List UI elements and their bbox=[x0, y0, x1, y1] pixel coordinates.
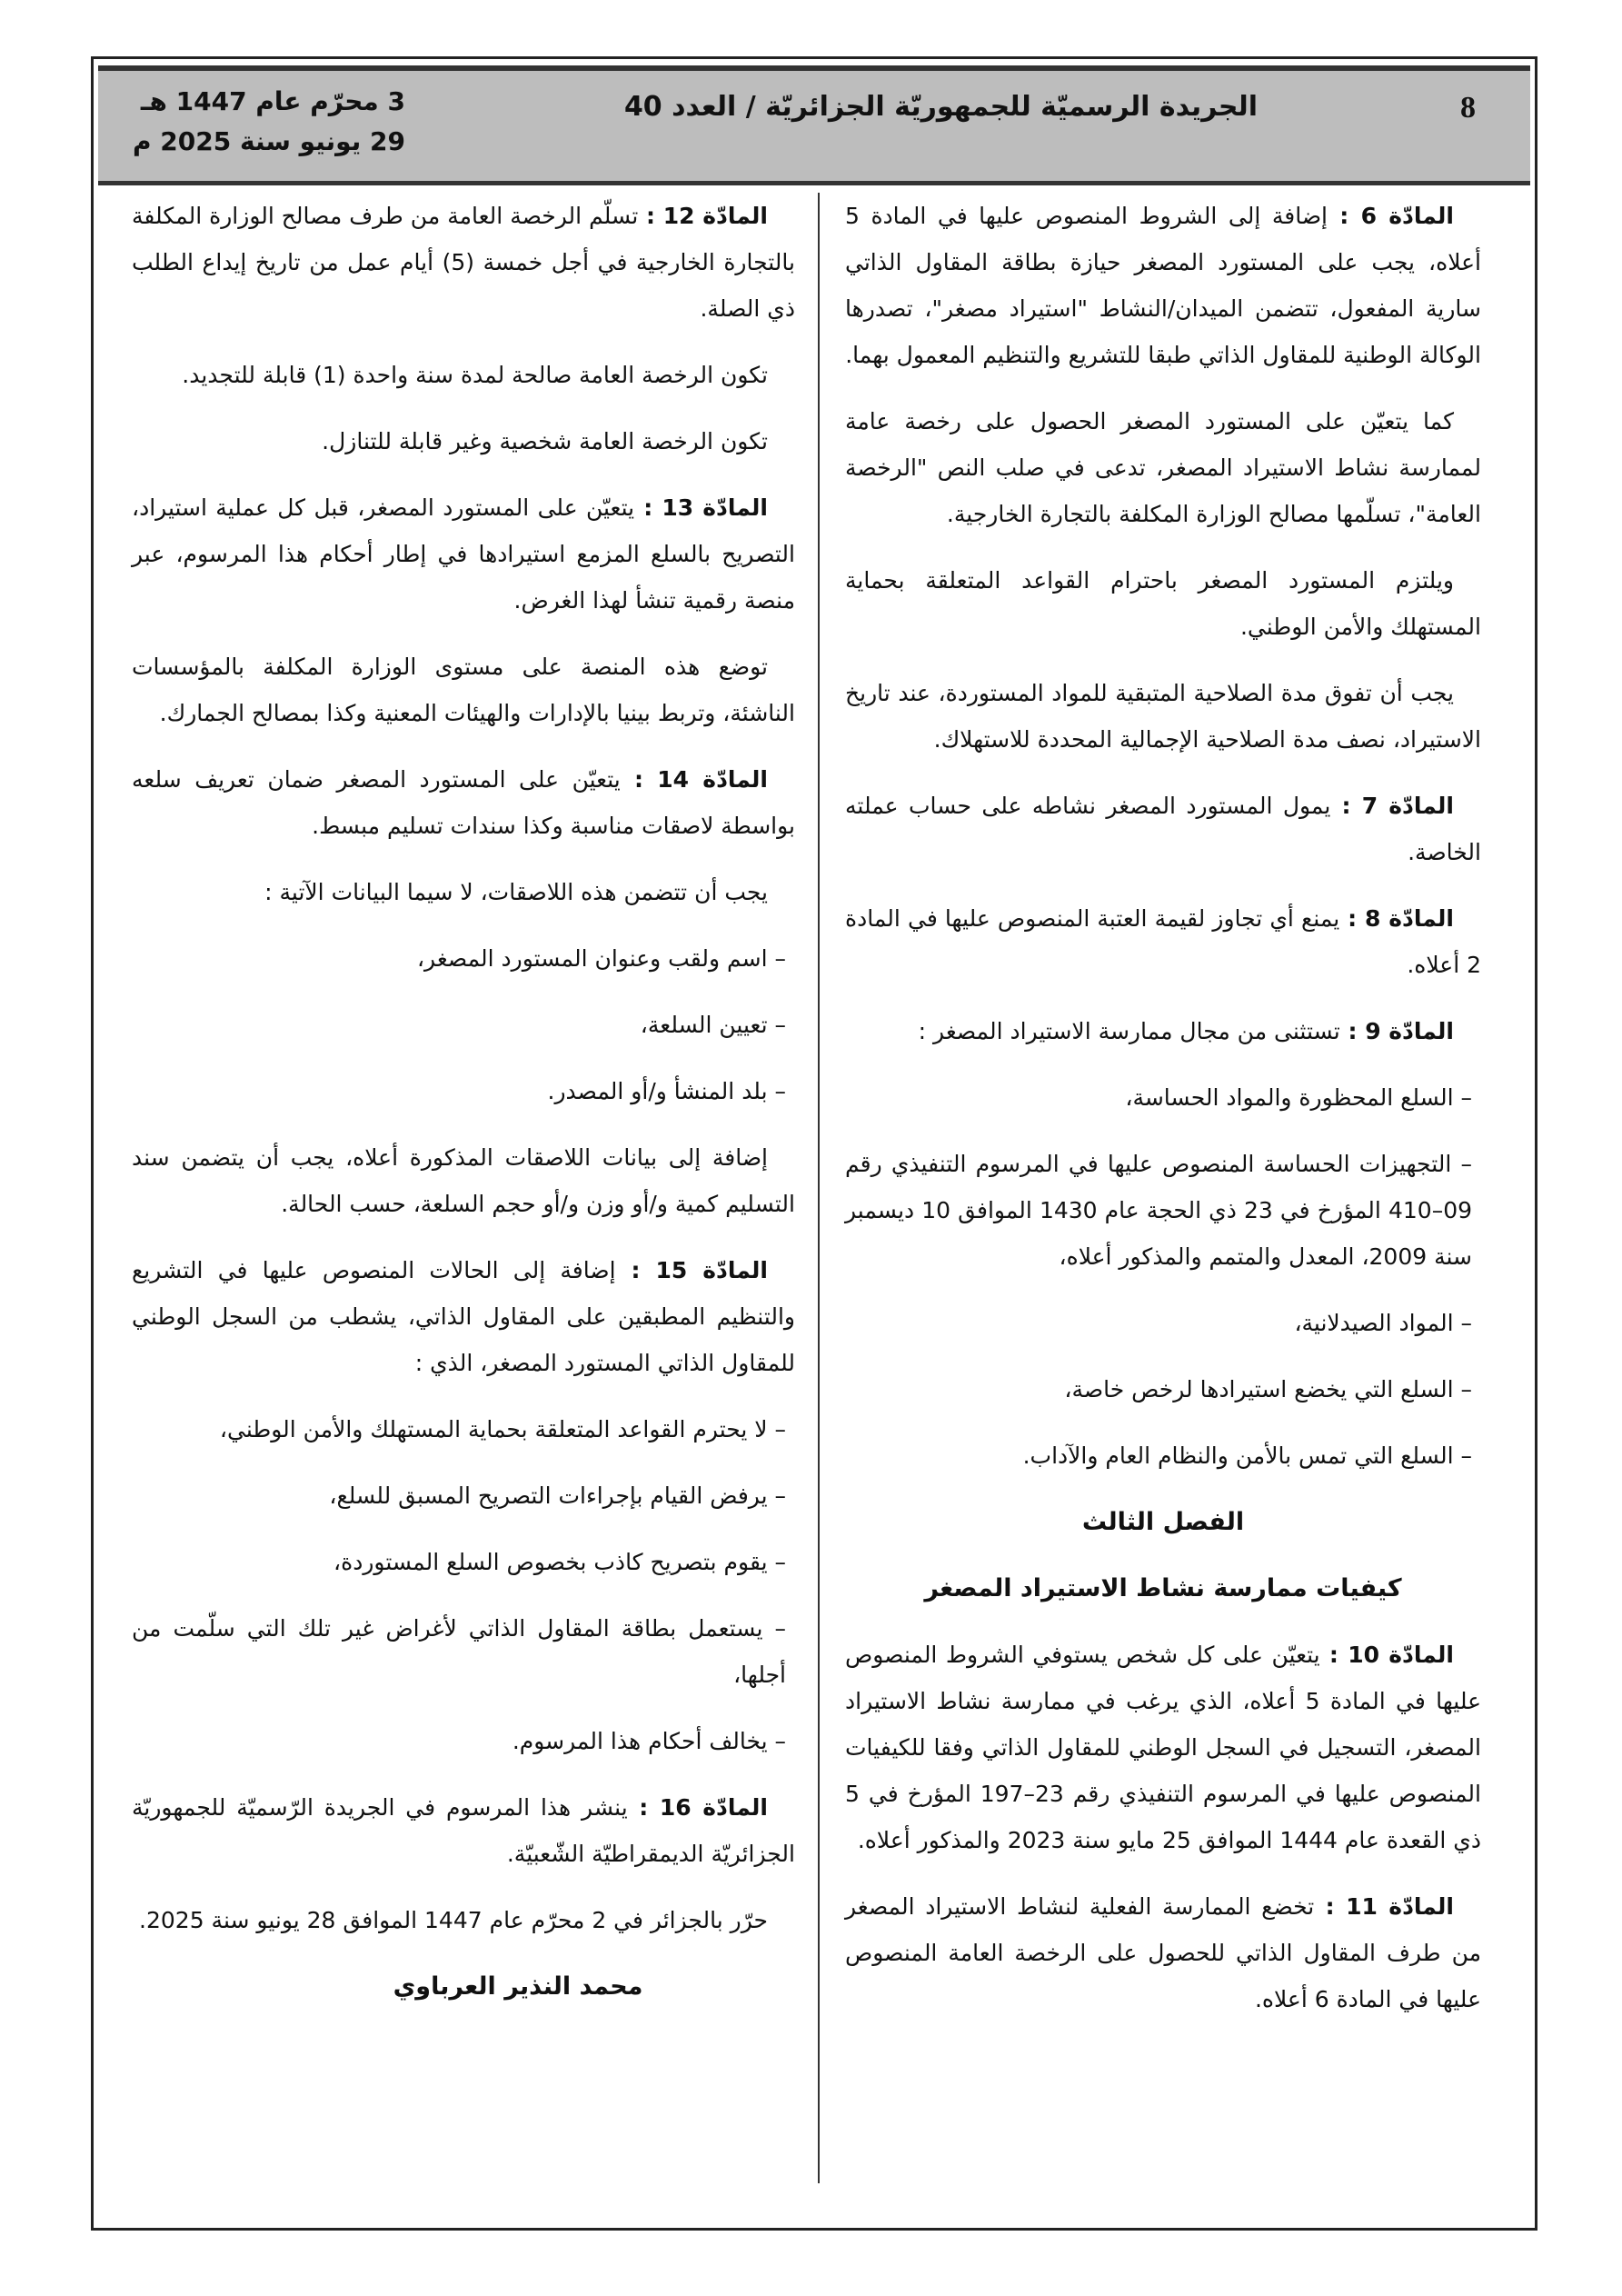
list-item bbox=[845, 1433, 1481, 1479]
list-item bbox=[132, 1068, 795, 1114]
paragraph-text: يجب أن تتضمن هذه اللاصقات، لا سيما البيانات الآتية : bbox=[264, 879, 768, 905]
article-label: المادّة 11 : bbox=[1314, 1893, 1454, 1920]
page-number: 8 bbox=[1460, 91, 1476, 125]
signature-name: محمد النذير العرباوي bbox=[393, 1972, 643, 2001]
paragraph bbox=[845, 895, 1481, 988]
paragraph-text: تكون الرخصة العامة شخصية وغير قابلة للتنازل. bbox=[322, 428, 768, 454]
list-item bbox=[132, 935, 795, 982]
page-header bbox=[98, 65, 1530, 185]
article-label: المادّة 12 : bbox=[638, 203, 768, 229]
list-item bbox=[132, 1406, 795, 1452]
paragraph-text: – يستعمل بطاقة المقاول الذاتي لأغراض غير تلك التي سلّمت من أجلها، bbox=[132, 1615, 786, 1688]
column-divider bbox=[818, 193, 820, 2183]
paragraph bbox=[845, 557, 1481, 650]
paragraph bbox=[132, 1897, 795, 1943]
paragraph bbox=[845, 1883, 1481, 2022]
paragraph-text: يجب أن تفوق مدة الصلاحية المتبقية للمواد المستوردة، عند تاريخ الاستيراد، نصف مدة الصلاحية الإجمالية المحددة للاستهلاك. bbox=[845, 680, 1481, 753]
paragraph-text: يتعيّن على المستورد المصغر ضمان تعريف سلعه بواسطة لاصقات مناسبة وكذا سندات تسليم مبسط. bbox=[132, 766, 795, 839]
paragraph-text: – لا يحترم القواعد المتعلقة بحماية المستهلك والأمن الوطني، bbox=[219, 1416, 786, 1442]
paragraph-text: – السلع التي تمس بالأمن والنظام العام والآداب. bbox=[1022, 1442, 1472, 1469]
list-item bbox=[845, 1366, 1481, 1413]
list-item bbox=[132, 1605, 795, 1698]
list-item bbox=[845, 1300, 1481, 1346]
paragraph-text: إضافة إلى الحالات المنصوص عليها في التشريع والتنظيم المطبقين على المقاول الذاتي، يشطب من السجل الوطني للمقاول الذاتي المستورد المصغر، الذي : bbox=[132, 1257, 795, 1376]
paragraph bbox=[132, 1247, 795, 1386]
paragraph bbox=[845, 1008, 1481, 1054]
paragraph bbox=[845, 193, 1481, 378]
paragraph-text: – المواد الصيدلانية، bbox=[1294, 1310, 1472, 1336]
paragraph bbox=[845, 1632, 1481, 1863]
paragraph bbox=[132, 756, 795, 849]
paragraph bbox=[132, 869, 795, 915]
section-heading: الفصل الثالث bbox=[1081, 1508, 1245, 1536]
paragraph-text: – بلد المنشأ و/أو المصدر. bbox=[547, 1078, 786, 1104]
paragraph bbox=[132, 193, 795, 332]
paragraph-text: تكون الرخصة العامة صالحة لمدة سنة واحدة (1) قابلة للتجديد. bbox=[182, 362, 768, 388]
paragraph-text: – يقوم بتصريح كاذب بخصوص السلع المستوردة، bbox=[333, 1549, 786, 1575]
paragraph-text: يمول المستورد المصغر نشاطه على حساب عملته الخاصة. bbox=[845, 793, 1481, 865]
paragraph-text: توضع هذه المنصة على مستوى الوزارة المكلفة بالمؤسسات الناشئة، وتربط بينيا بالإدارات والهيئات المعنية وكذا بمصالح الجمارك. bbox=[132, 654, 795, 726]
article-label: المادّة 9 : bbox=[1339, 1018, 1454, 1044]
paragraph-text: حرّر بالجزائر في 2 محرّم عام 1447 الموافق 28 يونيو سنة 2025. bbox=[139, 1907, 768, 1933]
list-item bbox=[845, 1074, 1481, 1121]
paragraph-text: إضافة إلى بيانات اللاصقات المذكورة أعلاه، يجب أن يتضمن سند التسليم كمية و/أو وزن و/أو حجم السلعة، حسب الحالة. bbox=[132, 1144, 795, 1217]
article-label: المادّة 10 : bbox=[1319, 1642, 1454, 1668]
article-label: المادّة 14 : bbox=[620, 766, 768, 793]
article-label: المادّة 13 : bbox=[634, 494, 768, 521]
paragraph-text: يتعيّن على المستورد المصغر، قبل كل عملية استيراد، التصريح بالسلع المزمع استيرادها في إطار أحكام هذا المرسوم، عبر منصة رقمية تنشأ لهذا الغرض. bbox=[132, 494, 795, 614]
paragraph-text: يتعيّن على كل شخص يستوفي الشروط المنصوص عليها في المادة 5 أعلاه، الذي يرغب في ممارسة نشاط الاستيراد المصغر، التسجيل في السجل الوطني للمقاول الذاتي وفقا للكيفيات المنصوص عليها في المرسوم التنفيذي رقم 23–197 المؤرخ في 5 ذي القعدة عام 1444 الموافق 25 مايو سنة 2023 والمذكور أعلاه. bbox=[845, 1642, 1482, 1853]
paragraph-text: تخضع الممارسة الفعلية لنشاط الاستيراد المصغر من طرف المقاول الذاتي للحصول على الرخصة العامة المنصوص عليها في المادة 6 أعلاه. bbox=[845, 1893, 1481, 2012]
article-label: المادّة 8 : bbox=[1339, 905, 1454, 932]
paragraph-text: ينشر هذا المرسوم في الجريدة الرّسميّة للجمهوريّة الجزائريّة الديمقراطيّة الشّعبيّة. bbox=[132, 1794, 795, 1867]
paragraph-text: تستثنى من مجال ممارسة الاستيراد المصغر : bbox=[918, 1018, 1340, 1044]
list-item bbox=[132, 1718, 795, 1764]
paragraph bbox=[132, 644, 795, 736]
left-column bbox=[132, 193, 795, 2010]
paragraph bbox=[845, 670, 1481, 763]
date-hijri: 3 محرّم عام 1447 هـ bbox=[140, 86, 405, 116]
paragraph-text: تسلّم الرخصة العامة من طرف مصالح الوزارة المكلفة بالتجارة الخارجية في أجل خمسة (5) أيام عمل من تاريخ إيداع الطلب ذي الصلة. bbox=[132, 203, 795, 322]
paragraph bbox=[132, 418, 795, 464]
article-label: المادّة 6 : bbox=[1328, 203, 1454, 229]
paragraph-text: ويلتزم المستورد المصغر باحترام القواعد المتعلقة بحماية المستهلك والأمن الوطني. bbox=[845, 567, 1481, 640]
paragraph-text: – السلع المحظورة والمواد الحساسة، bbox=[1125, 1084, 1472, 1111]
date-gregorian: 29 يونيو سنة 2025 م bbox=[133, 126, 405, 156]
section-heading: كيفيات ممارسة نشاط الاستيراد المصغر bbox=[924, 1574, 1402, 1602]
issue-date bbox=[133, 82, 405, 162]
list-item bbox=[845, 1141, 1481, 1280]
paragraph-text: – اسم ولقب وعنوان المستورد المصغر، bbox=[416, 945, 786, 972]
paragraph bbox=[132, 352, 795, 398]
list-item bbox=[132, 1472, 795, 1519]
list-item bbox=[132, 1539, 795, 1585]
paragraph-text: – التجهيزات الحساسة المنصوص عليها في المرسوم التنفيذي رقم 09–410 المؤرخ في 23 ذي الحجة عام 1430 الموافق 10 ديسمبر سنة 2009، المعدل والمتمم والمذكور أعلاه، bbox=[845, 1151, 1472, 1270]
paragraph bbox=[132, 1134, 795, 1227]
gazette-title: الجريدة الرسميّة للجمهوريّة الجزائريّة / العدد 40 bbox=[623, 91, 1258, 123]
paragraph-text: – السلع التي يخضع استيرادها لرخص خاصة، bbox=[1064, 1376, 1472, 1403]
paragraph-text: – يرفض القيام بإجراءات التصريح المسبق للسلع، bbox=[329, 1482, 786, 1509]
paragraph-text: يمنع أي تجاوز لقيمة العتبة المنصوص عليها في المادة 2 أعلاه. bbox=[845, 905, 1481, 978]
paragraph bbox=[132, 1784, 795, 1877]
paragraph-text: – تعيين السلعة، bbox=[640, 1012, 786, 1038]
article-label: المادّة 16 : bbox=[627, 1794, 768, 1821]
article-label: المادّة 7 : bbox=[1330, 793, 1454, 819]
paragraph-text: كما يتعيّن على المستورد المصغر الحصول على رخصة عامة لممارسة نشاط الاستيراد المصغر، تدعى في صلب النص "الرخصة العامة"، تسلّمها مصالح الوزارة المكلفة بالتجارة الخارجية. bbox=[845, 408, 1481, 527]
paragraph-text: إضافة إلى الشروط المنصوص عليها في المادة 5 أعلاه، يجب على المستورد المصغر حيازة بطاقة المقاول الذاتي سارية المفعول، تتضمن الميدان/النشاط "استيراد مصغر"، تصدرها الوكالة الوطنية للمقاول الذاتي طبقا للتشريع والتنظيم المعمول بهما. bbox=[845, 203, 1481, 368]
paragraph bbox=[845, 783, 1481, 875]
paragraph-text: – يخالف أحكام هذا المرسوم. bbox=[512, 1728, 786, 1754]
paragraph bbox=[132, 484, 795, 624]
article-label: المادّة 15 : bbox=[615, 1257, 768, 1283]
right-column bbox=[845, 193, 1481, 2042]
paragraph bbox=[845, 398, 1481, 537]
list-item bbox=[132, 1002, 795, 1048]
